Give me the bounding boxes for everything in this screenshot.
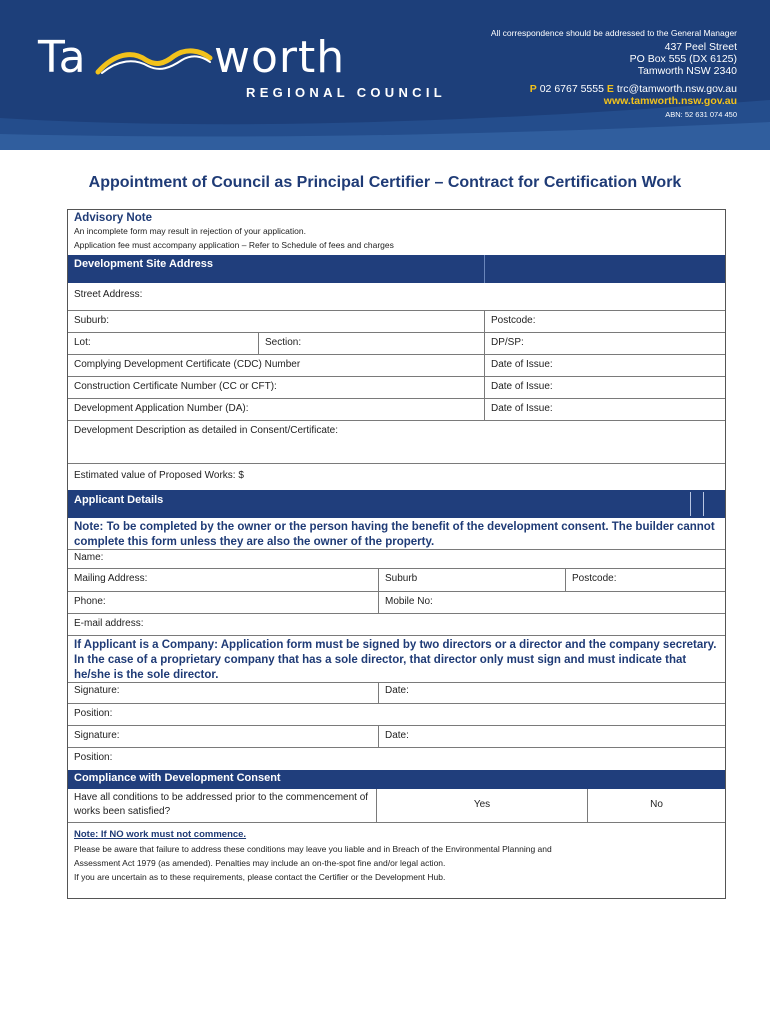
position-row-2[interactable] bbox=[68, 748, 725, 770]
company-note: If Applicant is a Company: Application form must be signed by two directors or a director and the company secretary. In the case of a proprietary company that has a sole director, that director only must sign and must indicate that he/she is the sole director. bbox=[68, 636, 725, 683]
signature-field-1[interactable]: Signature: bbox=[74, 685, 120, 696]
da-date-field[interactable]: Date of Issue: bbox=[484, 399, 725, 420]
applicant-note: Note: To be completed by the owner or the person having the benefit of the development consent. The builder cannot complete this form unless they are also the owner of the property. bbox=[68, 518, 725, 550]
section-header-applicant bbox=[68, 490, 725, 518]
cdc-date-field[interactable]: Date of Issue: bbox=[484, 355, 725, 376]
applicant-postcode-field[interactable]: Postcode: bbox=[565, 569, 725, 591]
compliance-question: Have all conditions to be addressed prior to the commencement of works been satisfied? bbox=[74, 792, 369, 817]
site-heading: Development Site Address bbox=[74, 258, 213, 270]
description-row[interactable] bbox=[68, 421, 725, 464]
website-link[interactable]: www.tamworth.nsw.gov.au bbox=[603, 95, 737, 107]
mailing-row bbox=[68, 569, 725, 592]
dpsp-field[interactable]: DP/SP: bbox=[484, 333, 725, 354]
advisory-line-1: An incomplete form may result in rejection of your application. bbox=[74, 226, 306, 236]
cc-number-field[interactable]: Construction Certificate Number (CC or CFT): bbox=[74, 381, 277, 392]
street-address-row[interactable] bbox=[68, 283, 725, 311]
phone-label: P bbox=[529, 83, 537, 95]
position-field-1: Position: bbox=[74, 708, 113, 719]
email-label: E bbox=[606, 83, 614, 95]
cdc-number-field[interactable]: Complying Development Certificate (CDC) Number bbox=[74, 359, 301, 370]
correspondence-note: All correspondence should be addressed to the General Manager bbox=[490, 28, 737, 38]
name-field: Name: bbox=[74, 552, 104, 563]
position-row-1[interactable] bbox=[68, 704, 725, 726]
compliance-note-line-2: Assessment Act 1979 (as amended). Penalties may include an on-the-spot fine and/or legal action. bbox=[74, 858, 446, 868]
mailing-address-field[interactable]: Mailing Address: bbox=[74, 573, 148, 584]
compliance-note-heading: Note: If NO work must not commence. bbox=[74, 829, 247, 840]
estimated-value-label: Estimated value of Proposed Works: $ bbox=[74, 470, 244, 481]
email-row[interactable] bbox=[68, 614, 725, 636]
certification-form bbox=[67, 209, 726, 899]
compliance-note bbox=[68, 823, 725, 898]
email-address[interactable]: trc@tamworth.nsw.gov.au bbox=[616, 83, 737, 95]
applicant-heading: Applicant Details bbox=[74, 494, 164, 506]
logo-subtitle: REGIONAL COUNCIL bbox=[246, 85, 447, 100]
section-field[interactable]: Section: bbox=[258, 333, 484, 354]
position-field-2: Position: bbox=[74, 752, 113, 763]
phone-number: 02 6767 5555 bbox=[539, 83, 604, 95]
compliance-note-line-1: Please be aware that failure to address these conditions may leave you liable and in Breach of the Environmental Planning and bbox=[74, 844, 552, 854]
suburb-row bbox=[68, 311, 725, 333]
compliance-question-row bbox=[68, 789, 725, 823]
signature-row-2 bbox=[68, 726, 725, 748]
cc-date-field[interactable]: Date of Issue: bbox=[484, 377, 725, 398]
advisory-section bbox=[68, 210, 725, 255]
contact-line bbox=[530, 83, 737, 95]
header-banner bbox=[0, 0, 770, 150]
address-line-3: Tamworth NSW 2340 bbox=[637, 65, 737, 77]
section-header-compliance: Compliance with Development Consent bbox=[68, 770, 725, 789]
applicant-suburb-field[interactable]: Suburb bbox=[378, 569, 565, 591]
mobile-field[interactable]: Mobile No: bbox=[378, 592, 725, 613]
lot-row bbox=[68, 333, 725, 355]
logo-swoosh-icon bbox=[94, 46, 214, 76]
bar-divider bbox=[484, 255, 485, 283]
phone-field[interactable]: Phone: bbox=[74, 596, 106, 607]
name-row[interactable] bbox=[68, 550, 725, 569]
date-field-1[interactable]: Date: bbox=[378, 683, 725, 703]
estimated-value-row[interactable] bbox=[68, 464, 725, 488]
signature-field-2[interactable]: Signature: bbox=[74, 730, 120, 741]
bar-marker bbox=[690, 492, 704, 516]
compliance-no-option[interactable]: No bbox=[587, 789, 725, 822]
advisory-line-2: Application fee must accompany application – Refer to Schedule of fees and charges bbox=[74, 240, 394, 250]
compliance-note-line-3: If you are uncertain as to these requirements, please contact the Certifier or the Development Hub. bbox=[74, 872, 446, 882]
logo-text-part1: Ta bbox=[38, 32, 87, 83]
section-header-site bbox=[68, 255, 725, 283]
date-field-2[interactable]: Date: bbox=[378, 726, 725, 747]
da-row bbox=[68, 399, 725, 421]
signature-row-1 bbox=[68, 683, 725, 704]
cc-row bbox=[68, 377, 725, 399]
street-address-label: Street Address: bbox=[74, 289, 143, 300]
compliance-yes-option[interactable]: Yes bbox=[376, 789, 587, 822]
abn-number: ABN: 52 631 074 450 bbox=[665, 110, 737, 119]
phone-row bbox=[68, 592, 725, 614]
cdc-row bbox=[68, 355, 725, 377]
email-field: E-mail address: bbox=[74, 618, 144, 629]
page-title: Appointment of Council as Principal Certifier – Contract for Certification Work bbox=[88, 174, 682, 191]
address-line-1: 437 Peel Street bbox=[664, 41, 737, 53]
logo-text-part2: worth bbox=[214, 32, 346, 83]
da-number-field[interactable]: Development Application Number (DA): bbox=[74, 403, 249, 414]
lot-field[interactable]: Lot: bbox=[74, 337, 91, 348]
address-line-2: PO Box 555 (DX 6125) bbox=[629, 53, 737, 65]
suburb-field[interactable]: Suburb: bbox=[74, 315, 110, 326]
description-label: Development Description as detailed in Consent/Certificate: bbox=[74, 425, 339, 436]
postcode-field[interactable]: Postcode: bbox=[484, 311, 725, 332]
advisory-heading: Advisory Note bbox=[74, 212, 152, 224]
